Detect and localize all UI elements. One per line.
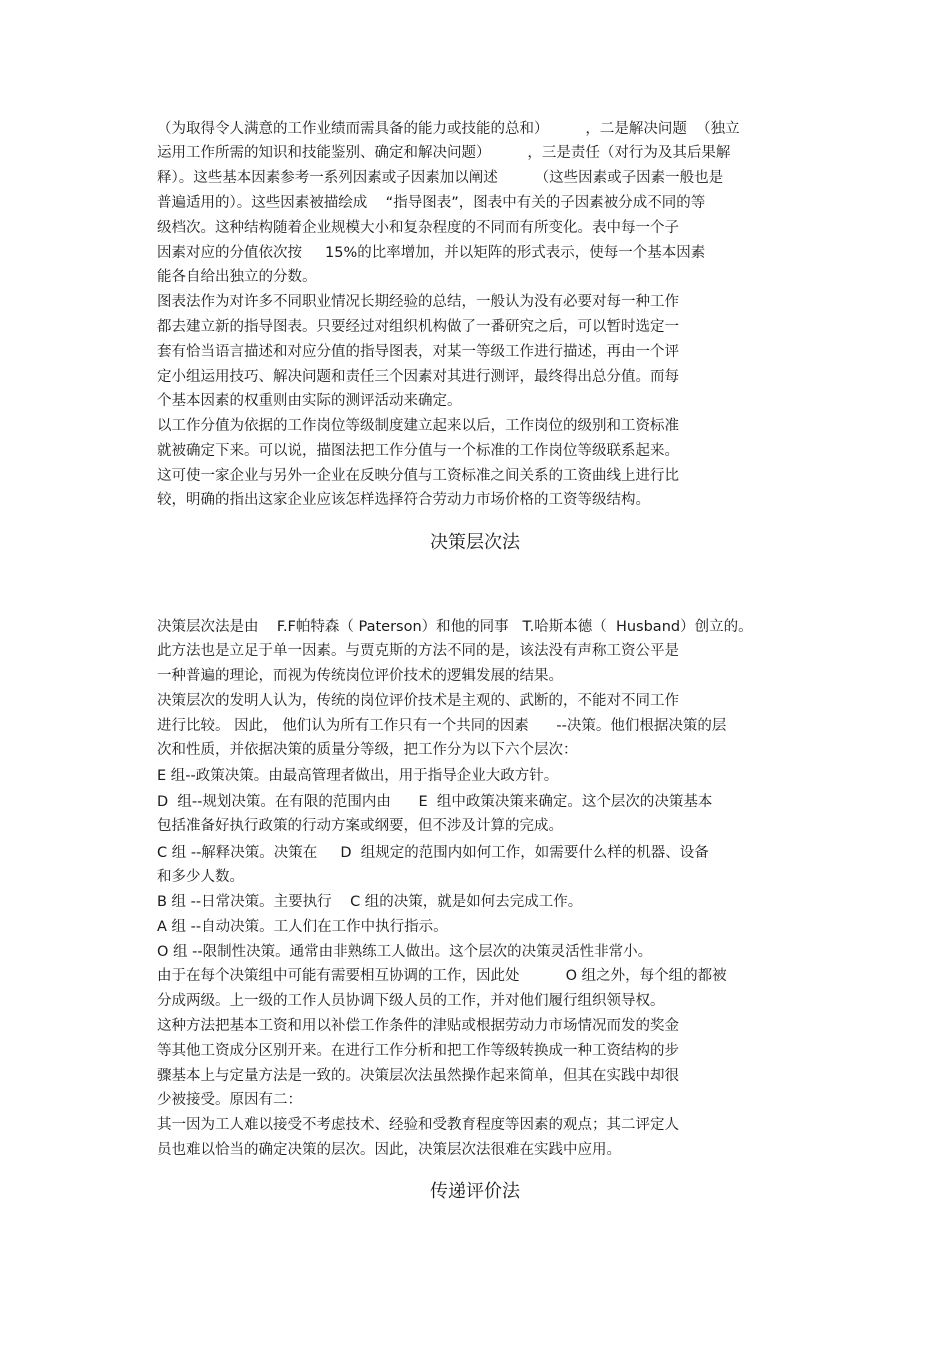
body-line: 这可使一家企业与另外一企业在反映分值与工资标准之间关系的工资曲线上进行比 bbox=[157, 468, 679, 484]
body-line: 运用工作所需的知识和技能鉴别、确定和解决问题） ，三是责任（对行为及其后果解 bbox=[157, 145, 731, 161]
body-line: B 组 --日常决策。主要执行 C 组的决策，就是如何去完成工作。 bbox=[157, 894, 583, 910]
body-line: 图表法作为对许多不同职业情况长期经验的总结，一般认为没有必要对每一种工作 bbox=[157, 294, 679, 310]
body-line: 此方法也是立足于单一因素。与贾克斯的方法不同的是，该法没有声称工资公平是 bbox=[157, 643, 679, 659]
section-heading: 传递评价法 bbox=[430, 1181, 520, 1202]
body-line: 个基本因素的权重则由实际的测评活动来确定。 bbox=[157, 393, 462, 409]
body-line: 包括准备好执行政策的行动方案或纲要，但不涉及计算的完成。 bbox=[157, 818, 563, 834]
body-line: 普遍适用的）。这些因素被描绘成 “指导图表”，图表中有关的子因素被分成不同的等 bbox=[157, 195, 706, 211]
body-line: C 组 --解释决策。决策在 D 组规定的范围内如何工作，如需要什么样的机器、设备 bbox=[157, 845, 709, 861]
body-line: 一种普遍的理论，而视为传统岗位评价技术的逻辑发展的结果。 bbox=[157, 668, 563, 684]
body-line: 能各自给出独立的分数。 bbox=[157, 269, 317, 285]
body-line: 决策层次的发明人认为，传统的岗位评价技术是主观的、武断的，不能对不同工作 bbox=[157, 693, 679, 709]
body-line: 定小组运用技巧、解决问题和责任三个因素对其进行测评，最终得出总分值。而每 bbox=[157, 369, 679, 385]
body-line: 其一因为工人难以接受不考虑技术、经验和受教育程度等因素的观点；其二评定人 bbox=[157, 1117, 679, 1133]
body-line: 和多少人数。 bbox=[157, 869, 244, 885]
body-line: 分成两级。上一级的工作人员协调下级人员的工作，并对他们履行组织领导权。 bbox=[157, 993, 665, 1009]
body-line: 较，明确的指出这家企业应该怎样选择符合劳动力市场价格的工资等级结构。 bbox=[157, 492, 650, 508]
body-line: 进行比较。 因此， 他们认为所有工作只有一个共同的因素 --决策。他们根据决策的层 bbox=[157, 718, 727, 734]
body-line: 骤基本上与定量方法是一致的。决策层次法虽然操作起来简单，但其在实践中却很 bbox=[157, 1068, 679, 1084]
section-heading: 决策层次法 bbox=[430, 532, 520, 553]
body-line: O 组 --限制性决策。通常由非熟练工人做出。这个层次的决策灵活性非常小。 bbox=[157, 944, 653, 960]
body-line: A 组 --自动决策。工人们在工作中执行指示。 bbox=[157, 919, 448, 935]
body-line: D 组--规划决策。在有限的范围内由 E 组中政策决策来确定。这个层次的决策基本 bbox=[157, 794, 713, 810]
body-line: 由于在每个决策组中可能有需要相互协调的工作，因此处 O 组之外，每个组的都被 bbox=[157, 968, 727, 984]
body-line: 这种方法把基本工资和用以补偿工作条件的津贴或根据劳动力市场情况而发的奖金 bbox=[157, 1018, 679, 1034]
body-line: 员也难以恰当的确定决策的层次。因此，决策层次法很难在实践中应用。 bbox=[157, 1142, 621, 1158]
body-line: 等其他工资成分区别开来。在进行工作分析和把工作等级转换成一种工资结构的步 bbox=[157, 1043, 679, 1059]
body-line: 次和性质，并依据决策的质量分等级，把工作分为以下六个层次： bbox=[157, 742, 578, 758]
body-line: 以工作分值为依据的工作岗位等级制度建立起来以后，工作岗位的级别和工资标准 bbox=[157, 418, 679, 434]
body-line: E 组--政策决策。由最高管理者做出，用于指导企业大政方针。 bbox=[157, 768, 559, 784]
body-line: 套有恰当语言描述和对应分值的指导图表，对某一等级工作进行描述，再由一个评 bbox=[157, 344, 679, 360]
body-line: （为取得令人满意的工作业绩而需具备的能力或技能的总和） ，二是解决问题 （独立 bbox=[157, 121, 740, 137]
body-line: 因素对应的分值依次按 15%的比率增加，并以矩阵的形式表示，使每一个基本因素 bbox=[157, 245, 706, 261]
body-line: 释）。这些基本因素参考一系列因素或子因素加以阐述 （这些因素或子因素一般也是 bbox=[157, 170, 724, 186]
body-line: 就被确定下来。可以说，描图法把工作分值与一个标准的工作岗位等级联系起来。 bbox=[157, 443, 679, 459]
body-line: 都去建立新的指导图表。只要经过对组织机构做了一番研究之后，可以暂时选定一 bbox=[157, 319, 679, 335]
body-line: 少被接受。原因有二： bbox=[157, 1092, 302, 1108]
body-line: 决策层次法是由 F.F帕特森（ Paterson）和他的同事 T.哈斯本德（ Husband）创立的。 bbox=[157, 619, 753, 635]
body-line: 级档次。这种结构随着企业规模大小和复杂程度的不同而有所变化。表中每一个子 bbox=[157, 220, 679, 236]
